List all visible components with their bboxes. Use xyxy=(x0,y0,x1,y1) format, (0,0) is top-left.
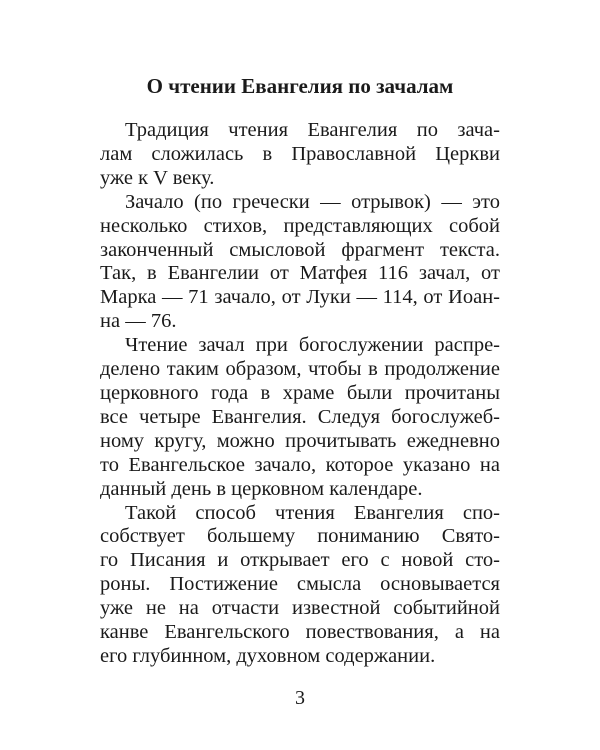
text-line: несколько стихов, представляющих собой xyxy=(100,214,500,237)
text-line: церковного года в храме были прочитаны xyxy=(100,381,500,404)
text-line: Марка — 71 зачало, от Луки — 114, от Иоан- xyxy=(100,286,500,309)
text-line: законченный смысловой фрагмент текста. xyxy=(100,238,500,261)
text-line: го Писания и открывает его с новой сто- xyxy=(100,549,500,572)
text-line: ному кругу, можно прочитывать ежедневно xyxy=(100,429,500,452)
paragraph-3 xyxy=(100,334,500,501)
text-line: канве Евангельского повествования, а на xyxy=(100,621,500,644)
text-line: Зачало (по гречески — отрывок) — это xyxy=(125,190,500,213)
text-line: уже не на отчасти известной событийной xyxy=(100,597,500,620)
paragraph-2 xyxy=(100,191,500,334)
text-line: уже к V веку. xyxy=(100,166,215,189)
text-line: собствует большему пониманию Свято- xyxy=(100,525,500,548)
text-line: Такой способ чтения Евангелия спо- xyxy=(125,501,500,524)
page-title: О чтении Евангелия по зачалам xyxy=(146,74,454,98)
text-line: то Евангельское зачало, которое указано на xyxy=(100,453,500,476)
text-line: Чтение зачал при богослужении распре- xyxy=(125,334,500,357)
paragraph-1 xyxy=(100,119,500,191)
text-line: на — 76. xyxy=(100,310,177,333)
text-line: Так, в Евангелии от Матфея 116 зачал, от xyxy=(100,262,500,285)
body-text xyxy=(100,119,500,669)
text-line: роны. Постижение смысла основывается xyxy=(100,573,500,596)
text-line: Традиция чтения Евангелия по зача- xyxy=(125,119,500,141)
text-line: его глубинном, духовном содержании. xyxy=(100,644,436,667)
text-line: все четыре Евангелия. Следуя богослужеб- xyxy=(100,405,500,428)
text-line: данный день в церковном календаре. xyxy=(100,477,423,500)
text-line: делено таким образом, чтобы в продолжение xyxy=(100,358,500,381)
text-line: лам сложилась в Православной Церкви xyxy=(100,142,500,165)
paragraph-4 xyxy=(100,502,500,669)
page-number: 3 xyxy=(295,687,305,709)
